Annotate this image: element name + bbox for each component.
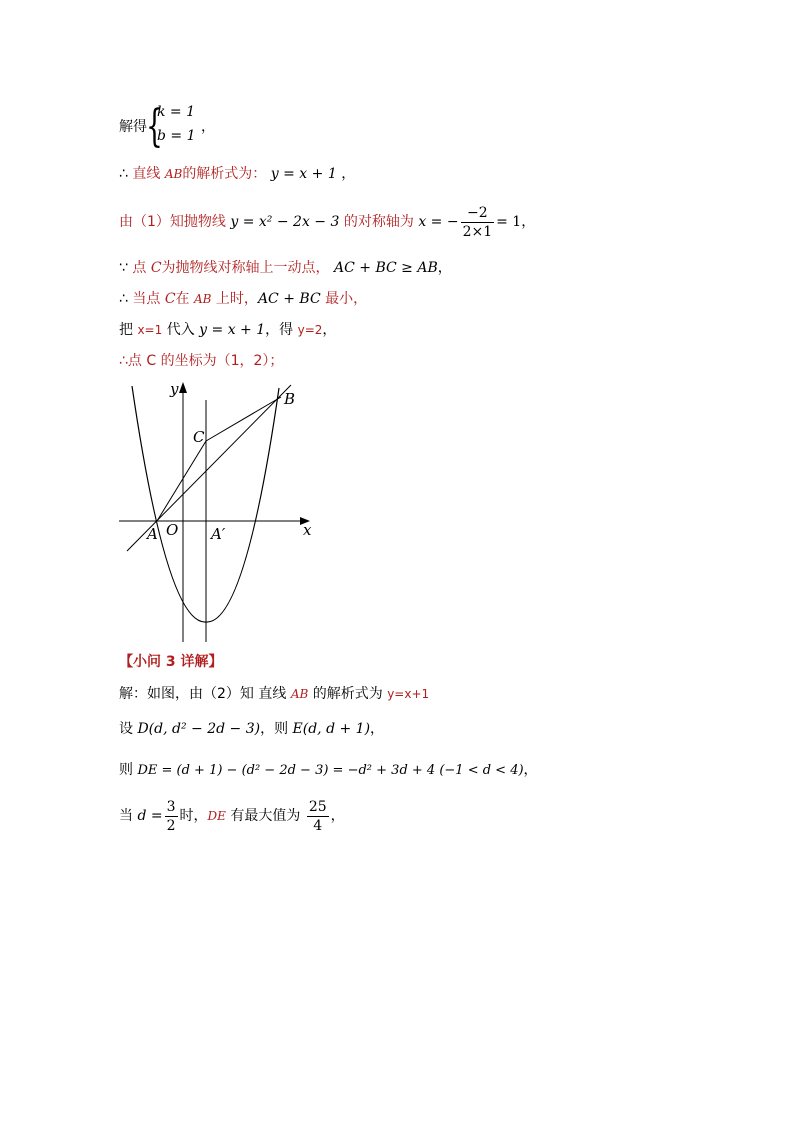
label-a-prime: A′: [211, 525, 226, 543]
segment-ac: [157, 441, 206, 521]
fraction-max: [307, 798, 329, 835]
text: 由（1）知抛物线: [119, 214, 226, 230]
section-heading: 【小问 3 详解】: [119, 654, 223, 670]
text: 解：如图，由（2）知 直线: [119, 686, 291, 702]
numerator: 25: [308, 798, 327, 815]
text: 点: [127, 260, 151, 276]
label-o: O: [166, 521, 179, 539]
segment-cb: [206, 397, 281, 441]
point-c-label: C: [164, 291, 176, 307]
line-points-d-e: [119, 719, 384, 739]
text: 则: [119, 762, 138, 778]
d-equals: d =: [137, 808, 163, 824]
text: ，则: [260, 721, 293, 737]
ab-label: AB: [164, 167, 183, 181]
denominator: 2×1: [462, 223, 493, 240]
therefore-symbol: ∴: [119, 291, 128, 307]
text: 为抛物线对称轴上一动点，: [161, 260, 330, 276]
text: 设: [119, 721, 138, 737]
text: 有最大值为: [225, 808, 305, 824]
text: ，: [330, 808, 345, 824]
system-suffix: ，: [201, 119, 215, 135]
system-row-k: k = 1: [157, 104, 196, 120]
point-c-label: C: [150, 260, 162, 276]
solve-prefix: 解得: [119, 119, 147, 135]
ab-equation: y=x+1: [387, 687, 430, 701]
text: 当: [119, 808, 138, 824]
line-ab-equation: [119, 164, 355, 184]
line-substitute: [119, 320, 336, 340]
fraction: [461, 204, 495, 241]
line-point-c: ∴点 C 的坐标为（1，2）；: [119, 353, 284, 369]
point-e: E(d, d + 1): [292, 721, 371, 737]
denominator: 2: [166, 817, 176, 834]
suffix: ，: [521, 214, 536, 230]
axis-equation-rhs: = 1: [496, 214, 522, 230]
line-moving-point: [119, 258, 452, 278]
label-x: x: [303, 521, 312, 539]
denominator: 4: [313, 817, 323, 834]
ab-label: AB: [290, 687, 309, 701]
text: 的对称轴为: [343, 214, 414, 230]
fraction-three-halves: [165, 798, 178, 835]
text: ，: [523, 762, 538, 778]
de-label: DE: [207, 809, 226, 823]
text: 的解析式为：: [182, 166, 267, 182]
text: 在: [175, 291, 194, 307]
text: 代入: [162, 322, 200, 338]
label-c: C: [193, 428, 205, 446]
left-brace: {: [146, 101, 163, 152]
suffix: ，: [437, 260, 452, 276]
text: 的解析式为: [308, 686, 388, 702]
de-expression: DE = (d + 1) − (d² − 2d − 3) = −d² + 3d + 4 (−1 < d < 4): [137, 763, 524, 778]
text: 直线: [127, 166, 165, 182]
parabola-equation: y = x² − 2x − 3: [230, 214, 340, 230]
label-a: A: [147, 525, 158, 543]
because-symbol: ∵: [119, 260, 128, 276]
parabola-graph: [117, 380, 317, 645]
text: 上时，: [211, 291, 258, 307]
line-equation: y = x + 1: [199, 322, 266, 338]
text: 当点: [127, 291, 165, 307]
text: 把: [119, 322, 138, 338]
point-d: D(d, d² − 2d − 3): [137, 721, 261, 737]
ab-label: AB: [194, 292, 212, 306]
ab-equation: y = x + 1: [270, 166, 337, 182]
text: 最小，: [320, 291, 368, 307]
numerator: −2: [461, 204, 495, 223]
text: ，得: [265, 322, 298, 338]
line-axis-of-symmetry: [119, 202, 535, 242]
inequality: AC + BC ≥ AB: [334, 260, 438, 276]
label-y: y: [170, 380, 179, 398]
label-b: B: [284, 390, 296, 408]
y-value: y=2: [297, 323, 323, 337]
line-minimum: [119, 289, 367, 309]
x-value: x=1: [137, 323, 163, 337]
system-row-b: b = 1: [157, 128, 196, 144]
text: ，: [322, 322, 337, 338]
line-solution-intro: [119, 684, 429, 704]
numerator: 3: [166, 798, 176, 815]
line-de-expression: [119, 760, 538, 781]
y-axis-arrow: [179, 382, 187, 393]
text: ，: [370, 721, 385, 737]
text: 时，: [179, 808, 208, 824]
sum-expression: AC + BC: [257, 291, 321, 307]
line-max-value: [119, 796, 345, 836]
therefore-symbol: ∴: [119, 166, 128, 182]
suffix: ，: [336, 166, 356, 182]
axis-equation-lhs: x = −: [418, 214, 459, 230]
